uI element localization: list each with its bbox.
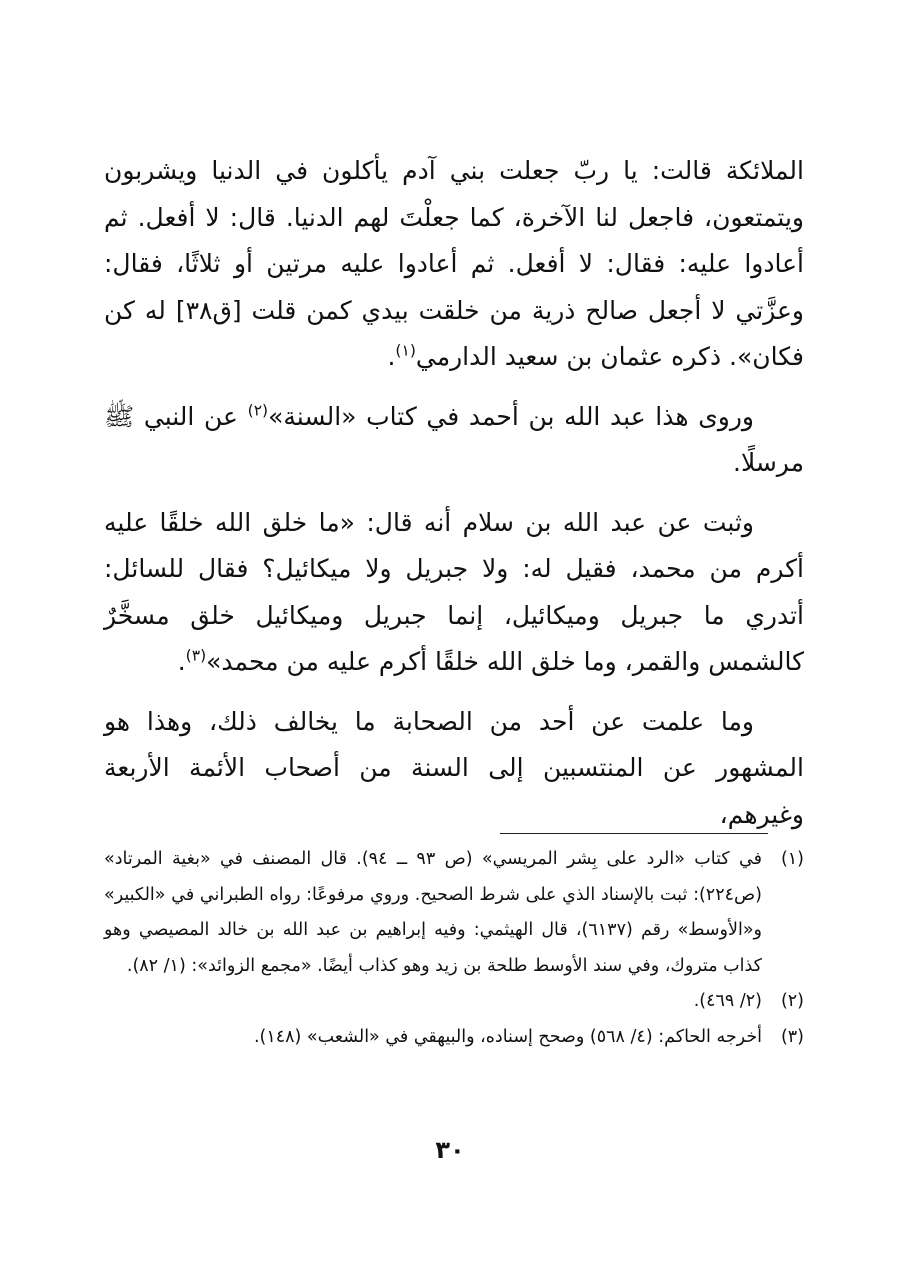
footnote-number: (٣): [780, 1026, 804, 1047]
footnote-ref-2[interactable]: (٢): [247, 401, 269, 420]
paragraph-2: [104, 394, 804, 487]
footnote-text: في كتاب «الرد على بِشر المريسي» (ص ٩٣ ــ ٩٤). قال المصنف في «بغية المرتاد» (ص٢٢٤): ثبت بالإسناد الذي على شرط الصحيح. وروي مرفوعًا: رواه الطبراني في «الكبير» و«الأوسط» رقم (٦١٣٧)، قال الهيثمي: وفيه إبراهيم بن عبد الله بن خالد المصيصي وهو كذاب متروك، وفي سند الأوسط طلحة بن زيد وهو كذاب أيضًا. «مجمع الزوائد»: (١/ ٨٢).: [104, 849, 762, 976]
page-number: ٣٠: [435, 1136, 465, 1164]
paragraph-1: [104, 148, 804, 381]
paragraph-tail: .: [177, 647, 186, 676]
footnote-number: (١): [780, 849, 804, 869]
footnote-number: (٢): [780, 991, 804, 1011]
paragraph-text: وثبت عن عبد الله بن سلام أنه قال: «ما خلق الله خلقًا عليه أكرم من محمد، فقيل له: ولا جبريل ولا ميكائيل؟ فقال للسائل: أتدري ما جبريل وميكائيل، إنما جبريل وميكائيل خلق مسخَّرٌ كالشمس والقمر، وما خلق الله خلقًا أكرم عليه من محمد»: [104, 507, 804, 676]
footnotes: [104, 842, 804, 1055]
footnote-3: [104, 1020, 804, 1056]
paragraph-3: [104, 500, 804, 686]
paragraph-tail: .: [387, 342, 396, 371]
footnote-text: (٢/ ٤٦٩).: [693, 991, 762, 1011]
paragraph-text: وما علمت عن أحد من الصحابة ما يخالف ذلك، وهذا هو المشهور عن المنتسبين إلى السنة من أصحاب الأئمة الأربعة وغيرهم،: [104, 706, 804, 829]
footnote-ref-1[interactable]: (١): [395, 341, 416, 360]
paragraph-4: [104, 699, 804, 839]
footnote-1: [104, 842, 804, 984]
footnote-text: أخرجه الحاكم: (٤/ ٥٦٨) وصحح إسناده، والبيهقي في «الشعب» (١٤٨).: [253, 1026, 762, 1047]
paragraph-text: وروى هذا عبد الله بن أحمد في كتاب «السنة»: [268, 401, 754, 431]
paragraph-text: الملائكة قالت: يا ربّ جعلت بني آدم يأكلون في الدنيا ويشربون ويتمتعون، فاجعل لنا الآخرة، كما جعلْتَ لهم الدنيا. قال: لا أفعل. ثم أعادوا عليه: فقال: لا أفعل. ثم أعادوا عليه مرتين أو ثلاثًا، فقال: وعزَّتي لا أجعل صالح ذرية من خلقت بيدي كمن قلت [ق٣٨] له كن فكان». ذكره عثمان بن سعيد الدارمي: [104, 156, 804, 371]
footnote-separator: [500, 833, 768, 834]
footnote-ref-3[interactable]: (٣): [185, 646, 207, 665]
main-text: [104, 148, 804, 851]
footnote-2: [104, 984, 804, 1020]
paragraph-text-after-ref: عن النبي ﷺ مرسلًا.: [104, 401, 804, 477]
